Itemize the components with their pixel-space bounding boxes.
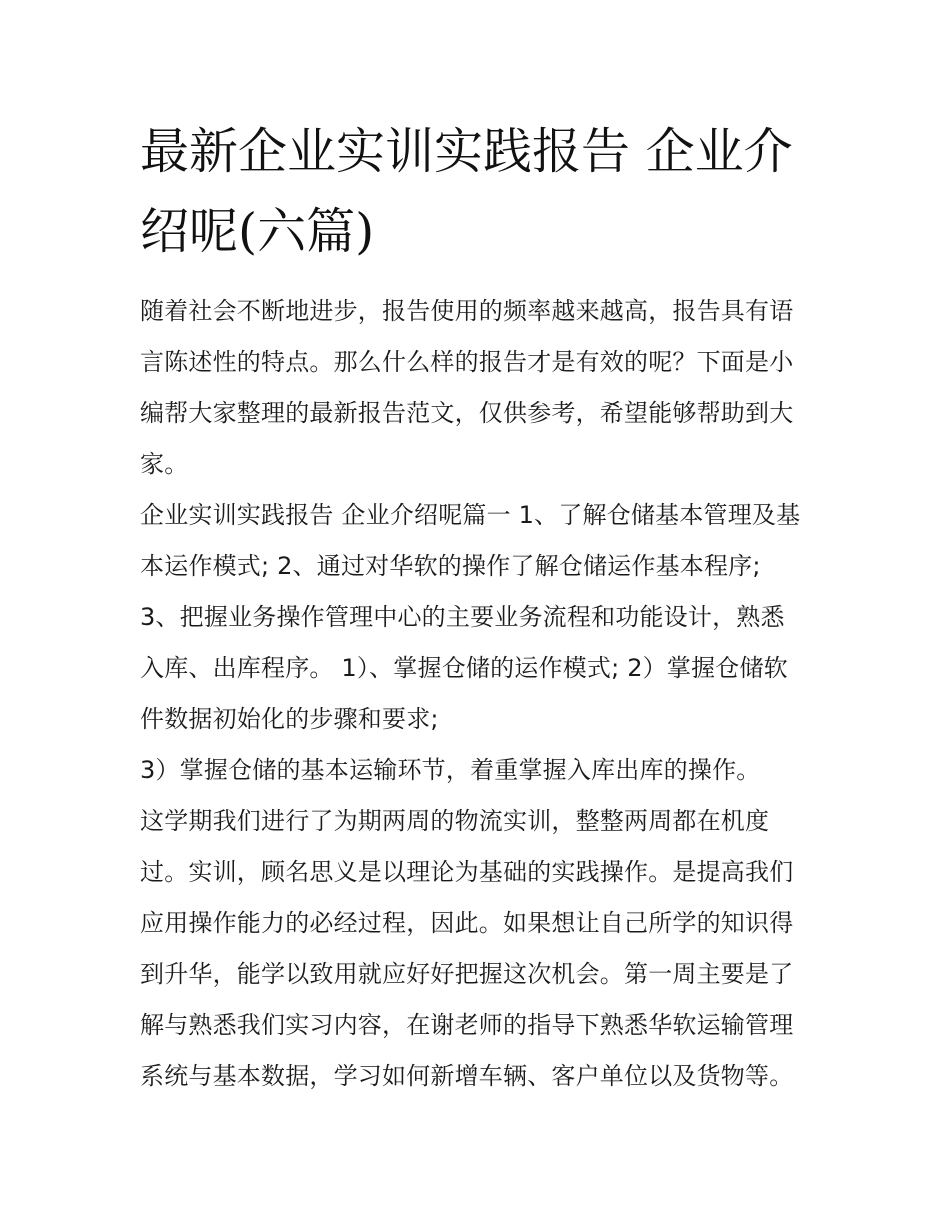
paragraph-section-one (140, 490, 815, 592)
text-line: 3）掌握仓储的基本运输环节，着重掌握入库出库的操作。 (140, 756, 761, 784)
text-line: 3、把握业务操作管理中心的主要业务流程和功能设计，熟悉 (140, 603, 785, 631)
text-line: 件数据初始化的步骤和要求; (140, 705, 439, 733)
text-line: 编帮大家整理的最新报告范文，仅供参考，希望能够帮助到大 (140, 399, 794, 427)
text-line: 过。实训，顾名思义是以理论为基础的实践操作。是提高我们 (140, 858, 794, 886)
text-line: 到升华，能学以致用就应好好把握这次机会。第一周主要是了 (140, 960, 794, 988)
text-line: 随着社会不断地进步，报告使用的频率越来越高，报告具有语 (140, 297, 794, 325)
paragraph-goals (140, 592, 815, 745)
document-page (140, 112, 815, 1102)
title-line: 绍呢(六篇) (140, 203, 375, 260)
text-line: 言陈述性的特点。那么什么样的报告才是有效的呢？下面是小 (140, 348, 794, 376)
document-title (140, 112, 815, 272)
paragraph-goal-three (140, 745, 815, 796)
paragraph-intro (140, 286, 815, 490)
text-line: 解与熟悉我们实习内容，在谢老师的指导下熟悉华软运输管理 (140, 1011, 794, 1039)
text-line: 入库、出库程序。 1）、掌握仓储的运作模式; 2）掌握仓储软 (140, 654, 788, 682)
paragraph-training-summary (140, 796, 815, 1102)
text-line: 家。 (140, 450, 189, 478)
text-line: 企业实训实践报告 企业介绍呢篇一 1、了解仓储基本管理及基 (140, 501, 801, 529)
text-line: 应用操作能力的必经过程，因此。如果想让自己所学的知识得 (140, 909, 794, 937)
text-line: 本运作模式; 2、通过对华软的操作了解仓储运作基本程序; (140, 552, 761, 580)
text-line: 系统与基本数据，学习如何新增车辆、客户单位以及货物等。 (140, 1062, 794, 1090)
text-line: 这学期我们进行了为期两周的物流实训，整整两周都在机度 (140, 807, 770, 835)
title-line: 最新企业实训实践报告 企业介 (140, 123, 793, 180)
